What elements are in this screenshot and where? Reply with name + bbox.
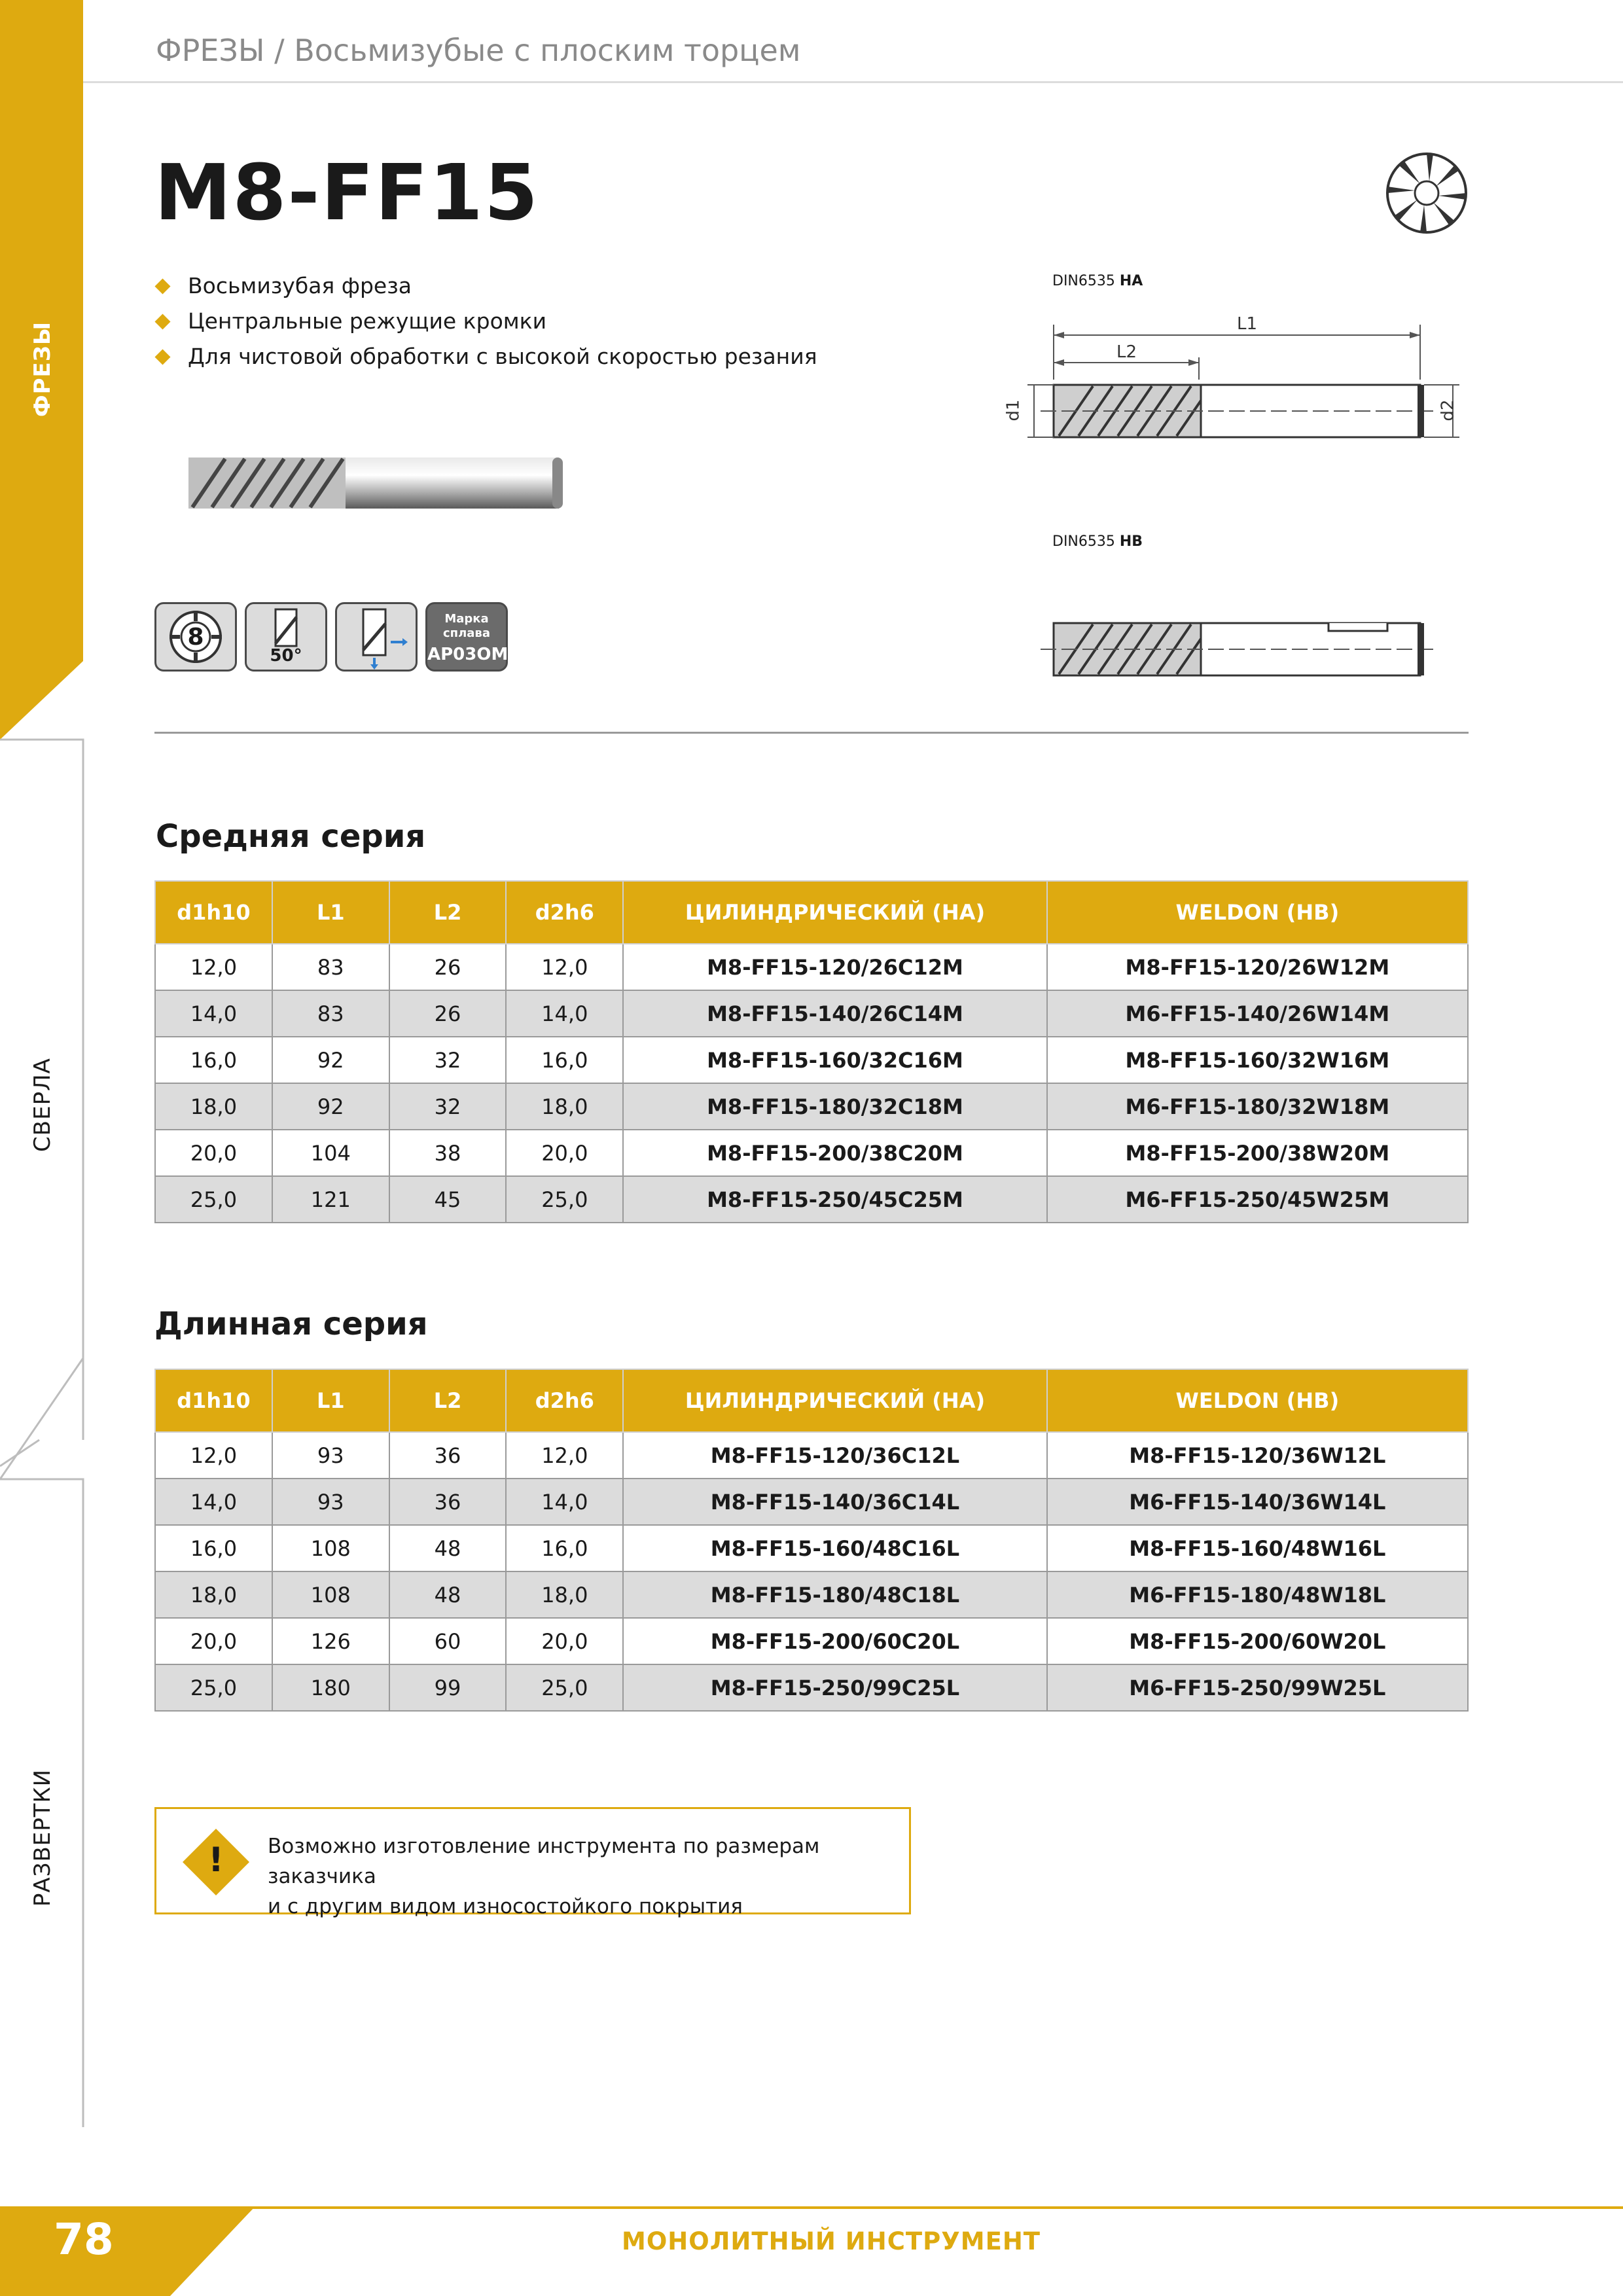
notice-text: Возможно изготовление инструмента по размерам заказчика и с другим видом износостойкого покрытия [268,1835,820,1918]
product-code-cell: M8-FF15-200/38C20M [623,1130,1046,1176]
table-row [155,1083,1468,1130]
dimension-cell: 20,0 [155,1618,272,1664]
dimension-cell: 93 [272,1432,389,1479]
sidebar-tab-label: СВЕРЛА [29,1058,56,1152]
sidebar-tab-razvertki[interactable] [0,1761,83,1918]
page-number: 78 [54,2214,114,2265]
table-row [155,1479,1468,1525]
dimension-cell: 36 [389,1479,507,1525]
dimension-cell: 25,0 [506,1664,623,1711]
dimension-cell: 26 [389,944,507,990]
header-divider [83,81,1623,83]
dimension-cell: 83 [272,944,389,990]
sidebar-tab-sverla[interactable] [0,1047,83,1165]
warning-icon-symbol: ! [208,1840,224,1880]
product-code-cell: M6-FF15-250/99W25L [1047,1664,1468,1711]
col-header: d1h10 [155,881,272,944]
col-header: L1 [272,881,389,944]
dimension-cell: 36 [389,1432,507,1479]
product-code-cell: M6-FF15-180/48W18L [1047,1571,1468,1618]
col-header: L1 [272,1369,389,1432]
product-code-cell: M8-FF15-120/36C12L [623,1432,1046,1479]
dimension-cell: 14,0 [506,990,623,1037]
feature-item: Для чистовой обработки с высокой скоростью резания [157,339,817,374]
dimension-cell: 45 [389,1176,507,1223]
table-body [155,1432,1468,1711]
dimension-cell: 20,0 [506,1130,623,1176]
product-code-cell: M8-FF15-120/26C12M [623,944,1046,990]
dim-d1-label: d1 [1003,399,1024,422]
dimension-cell: 14,0 [155,990,272,1037]
center-cutting-icon [337,604,416,670]
dimension-cell: 104 [272,1130,389,1176]
table-body [155,944,1468,1223]
dimension-cell: 14,0 [506,1479,623,1525]
dimension-cell: 25,0 [155,1176,272,1223]
table-header-row [155,881,1468,944]
dimension-cell: 16,0 [506,1037,623,1083]
dimension-cell: 26 [389,990,507,1037]
product-code-cell: M6-FF15-250/45W25M [1047,1176,1468,1223]
custom-order-notice [154,1807,911,1918]
dimension-cell: 18,0 [155,1083,272,1130]
table-row [155,1130,1468,1176]
product-code-cell: M6-FF15-140/36W14L [1047,1479,1468,1525]
dimension-cell: 25,0 [506,1176,623,1223]
col-header: WELDON (HB) [1047,1369,1468,1432]
medium-series-title: Средняя серия [156,818,426,855]
dimension-cell: 16,0 [155,1525,272,1571]
dimension-cell: 16,0 [155,1037,272,1083]
dimension-cell: 18,0 [155,1571,272,1618]
dimension-cell: 38 [389,1130,507,1176]
sidebar-tab-label: РАЗВЕРТКИ [29,1768,56,1907]
table-header-row [155,1369,1468,1432]
feature-item: Центральные режущие кромки [157,304,817,339]
helix-angle-value: 50° [270,646,302,666]
product-code-cell: M8-FF15-160/32C16M [623,1037,1046,1083]
dim-d2-label: d2 [1438,399,1458,422]
page-number-tab [0,2206,262,2296]
product-code-cell: M8-FF15-250/99C25L [623,1664,1046,1711]
table-row [155,990,1468,1037]
product-code-cell: M8-FF15-160/48C16L [623,1525,1046,1571]
dimension-cell: 12,0 [155,1432,272,1479]
dim-l1-label: L1 [1237,314,1258,334]
dimension-cell: 83 [272,990,389,1037]
table-row [155,1618,1468,1664]
product-code-cell: M8-FF15-140/36C14L [623,1479,1046,1525]
dimension-cell: 32 [389,1037,507,1083]
page-title: M8-FF15 [154,147,539,238]
table-row [155,1525,1468,1571]
dimension-cell: 16,0 [506,1525,623,1571]
din-ha-label: DIN6535 HA [1052,273,1143,289]
flute-count-badge [154,602,237,672]
table-row [155,1664,1468,1711]
dimension-cell: 18,0 [506,1083,623,1130]
alloy-grade-code: AP03OM [427,645,508,664]
dimension-cell: 20,0 [506,1618,623,1664]
dimension-cell: 48 [389,1525,507,1571]
product-code-cell: M8-FF15-160/32W16M [1047,1037,1468,1083]
sidebar-tab-label: ФРЕЗЫ [29,321,56,418]
feature-item: Восьмизубая фреза [157,268,817,304]
product-code-cell: M8-FF15-160/48W16L [1047,1525,1468,1571]
dimension-cell: 92 [272,1037,389,1083]
col-header: WELDON (HB) [1047,881,1468,944]
center-cutting-badge [335,602,418,672]
bullet-diamond-icon [154,349,170,365]
col-header: d2h6 [506,881,623,944]
helix-angle-badge [245,602,327,672]
dimension-cell: 121 [272,1176,389,1223]
din-hb-label: DIN6535 HB [1052,533,1143,550]
dimension-cell: 14,0 [155,1479,272,1525]
dimension-cell: 180 [272,1664,389,1711]
dimension-cell: 92 [272,1083,389,1130]
product-code-cell: M8-FF15-200/60W20L [1047,1618,1468,1664]
product-code-cell: M8-FF15-180/48C18L [623,1571,1046,1618]
product-code-cell: M8-FF15-120/26W12M [1047,944,1468,990]
product-code-cell: M8-FF15-200/60C20L [623,1618,1046,1664]
medium-series-table [154,880,1469,1223]
product-code-cell: M6-FF15-140/26W14M [1047,990,1468,1037]
dimension-cell: 32 [389,1083,507,1130]
col-header: d1h10 [155,1369,272,1432]
col-header: ЦИЛИНДРИЧЕСКИЙ (HA) [623,881,1046,944]
section-divider [154,732,1469,734]
table-row [155,1037,1468,1083]
col-header: L2 [389,881,507,944]
table-row [155,944,1468,990]
dimension-cell: 12,0 [155,944,272,990]
dimension-cell: 18,0 [506,1571,623,1618]
dimension-cell: 60 [389,1618,507,1664]
footer-title: МОНОЛИТНЫЙ ИНСТРУМЕНТ [622,2227,1041,2255]
dimension-cell: 20,0 [155,1130,272,1176]
dimension-cell: 25,0 [155,1664,272,1711]
table-row [155,1571,1468,1618]
flute-cross-section-icon [1384,151,1469,236]
feature-list [157,268,817,374]
bullet-diamond-icon [154,314,170,329]
dimension-cell: 12,0 [506,944,623,990]
table-row [155,1176,1468,1223]
helix-angle-icon [247,604,325,650]
dimension-cell: 48 [389,1571,507,1618]
product-code-cell: M8-FF15-140/26C14M [623,990,1046,1037]
col-header: ЦИЛИНДРИЧЕСКИЙ (HA) [623,1369,1046,1432]
dimension-cell: 99 [389,1664,507,1711]
long-series-table [154,1369,1469,1712]
alloy-grade-label: Марка сплава [443,612,490,640]
dimension-cell: 12,0 [506,1432,623,1479]
product-code-cell: M8-FF15-180/32C18M [623,1083,1046,1130]
dimension-cell: 126 [272,1618,389,1664]
col-header: d2h6 [506,1369,623,1432]
dimension-cell: 93 [272,1479,389,1525]
alloy-grade-badge [425,602,508,672]
din-hb-drawing [1041,615,1472,681]
dimension-cell: 108 [272,1525,389,1571]
bullet-diamond-icon [154,278,170,294]
sidebar-tab-frezy[interactable] [0,314,83,425]
end-mill-product-image [186,455,565,514]
dim-l2-label: L2 [1116,342,1137,362]
product-code-cell: M8-FF15-120/36W12L [1047,1432,1468,1479]
flute-count-value: 8 [187,624,204,651]
dimension-cell: 108 [272,1571,389,1618]
breadcrumb: ФРЕЗЫ / Восьмизубые с плоским торцем [156,33,801,68]
product-code-cell: M8-FF15-250/45C25M [623,1176,1046,1223]
product-code-cell: M6-FF15-180/32W18M [1047,1083,1468,1130]
table-row [155,1432,1468,1479]
long-series-title: Длинная серия [154,1306,428,1342]
product-code-cell: M8-FF15-200/38W20M [1047,1130,1468,1176]
col-header: L2 [389,1369,507,1432]
